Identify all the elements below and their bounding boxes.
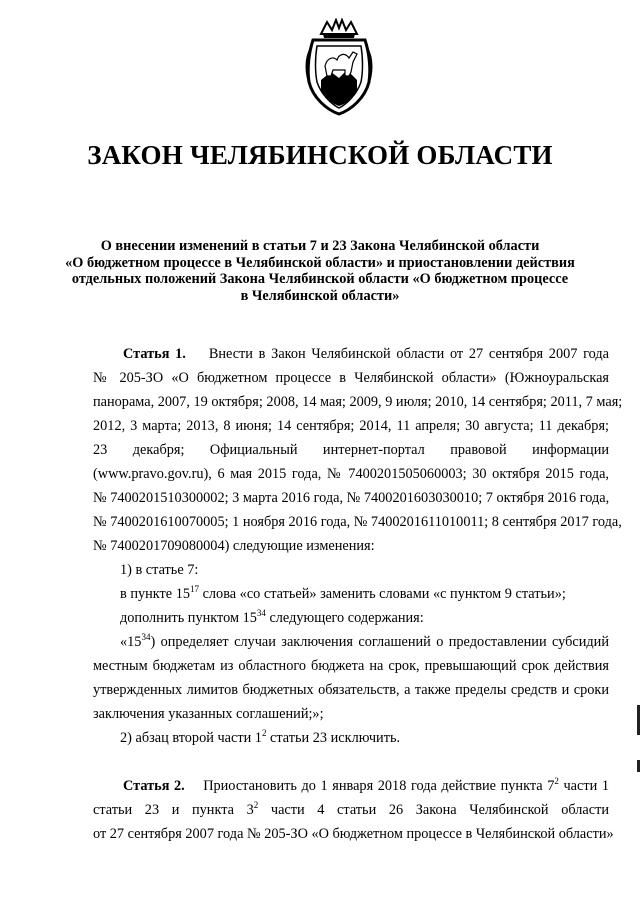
- quoted-text-line: местным бюджетам из областного бюджета на срок, превышающий срок действия: [93, 658, 609, 674]
- quoted-text-line: утвержденных лимитов бюджетных обязательств, а также пределы средств и сроки: [93, 682, 609, 698]
- coat-of-arms-emblem: [299, 18, 379, 116]
- document-subtitle: [60, 238, 580, 304]
- subtitle-line: «О бюджетном процессе в Челябинской области» и приостановлении действия: [65, 254, 575, 271]
- article2-line: статьи 23 и пункта $3^2$ части 4 статьи 26 Закона Челябинской области: [93, 800, 609, 818]
- document-title: ЗАКОН ЧЕЛЯБИНСКОЙ ОБЛАСТИ: [87, 140, 553, 170]
- article1-line: панорама, 2007, 19 октября; 2008, 14 мая; 2009, 9 июля; 2010, 14 сентября; 2011, 7 мая;: [93, 394, 623, 410]
- article1-line: № 205-ЗО «О бюджетном процессе в Челябинской области» (Южноуральская: [93, 370, 609, 386]
- quoted-text-first-line: «$15^{34}$) определяет случаи заключения соглашений о предоставлении субсидий: [120, 632, 609, 650]
- article2-label: Статья 2.: [123, 778, 185, 794]
- item1-add-paragraph: дополнить пунктом $15^{34}$ следующего содержания:: [120, 608, 424, 626]
- item1-heading: 1) в статье 7:: [120, 562, 199, 578]
- article1-line: № 7400201610070005; 1 ноября 2016 года, № 7400201611010011; 8 сентября 2017 года,: [93, 514, 622, 530]
- subtitle-line: О внесении изменений в статьи 7 и 23 Закона Челябинской области: [100, 238, 540, 254]
- article1-first-line: [93, 346, 609, 362]
- article1-line: № 7400201510300002; 3 марта 2016 года, № 7400201603030010; 7 октября 2016 года,: [93, 490, 610, 506]
- subtitle-line: в Челябинской области»: [240, 287, 400, 304]
- article1-label: Статья 1.: [123, 346, 186, 362]
- item1-paragraph-15-17: в пункте $15^{17}$ слова «со статьей» заменить словами «с пунктом 9 статьи»;: [120, 584, 566, 602]
- article2-first-line: Статья 2. Приостановить до 1 января 2018 года действие пункта $7^2$ части 1: [123, 776, 609, 794]
- article1-line: (www.pravo.gov.ru), 6 мая 2015 года, № 7400201505060003; 30 октября 2015 года,: [93, 466, 609, 482]
- article1-line: 2012, 3 марта; 2013, 8 июня; 14 сентября; 2014, 11 апреля; 30 августа; 11 декабря;: [93, 418, 609, 434]
- article1-text: Внести в Закон Челябинской области от 27 сентября 2007 года: [208, 346, 609, 362]
- article2-line: от 27 сентября 2007 года № 205-ЗО «О бюджетном процессе в Челябинской области»: [93, 826, 614, 842]
- item2: 2) абзац второй части $1^2$ статьи 23 исключить.: [120, 728, 401, 746]
- article1-line: 23 декабря; Официальный интернет-портал правовой информации: [93, 442, 609, 458]
- article1-line: № 7400201709080004) следующие изменения:: [93, 538, 375, 554]
- quoted-text-line: заключения указанных соглашений;»;: [93, 706, 324, 722]
- subtitle-line: отдельных положений Закона Челябинской области «О бюджетном процессе: [71, 271, 569, 287]
